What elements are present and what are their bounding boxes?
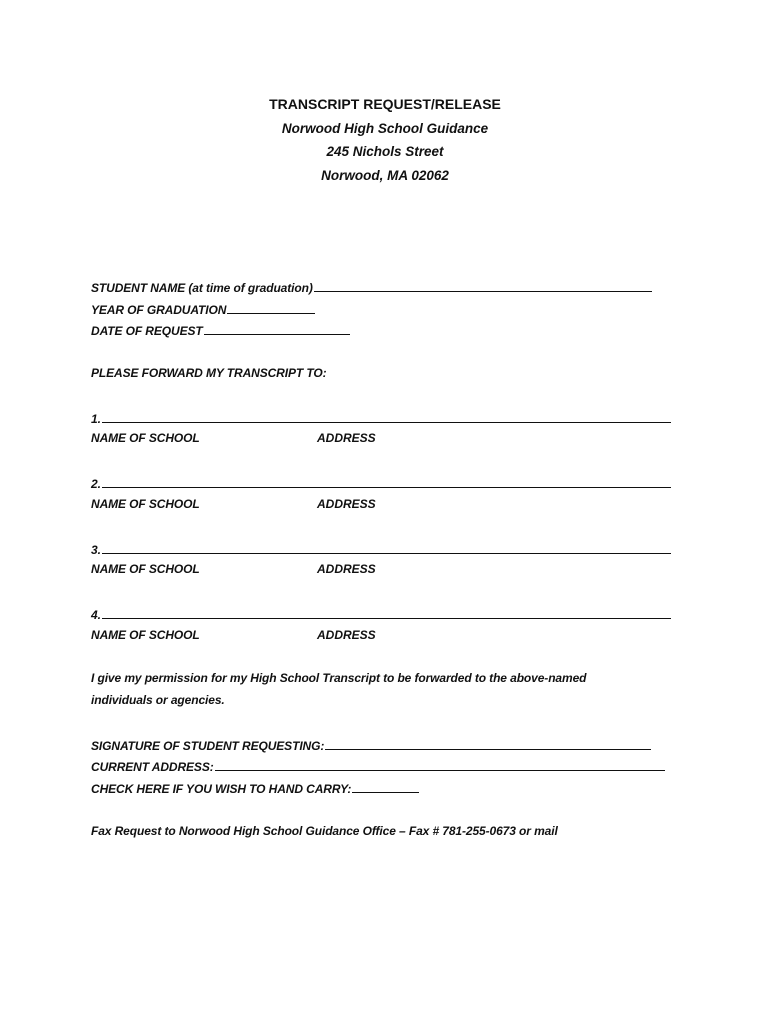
destination-4-row: [91, 606, 671, 622]
signature-row: [91, 737, 651, 753]
destination-3-row: [91, 541, 671, 557]
destination-2-school-label: NAME OF SCHOOL: [91, 497, 200, 511]
student-name-label: STUDENT NAME (at time of graduation): [91, 281, 313, 295]
permission-text-line-2: individuals or agencies.: [91, 693, 225, 707]
destination-4-address-label: ADDRESS: [317, 628, 376, 642]
forward-heading: PLEASE FORWARD MY TRANSCRIPT TO:: [91, 366, 327, 380]
form-title: TRANSCRIPT REQUEST/RELEASE: [269, 96, 501, 112]
current-address-label: CURRENT ADDRESS:: [91, 760, 214, 774]
destination-1-school-label: NAME OF SCHOOL: [91, 431, 200, 445]
current-address-field[interactable]: [215, 758, 665, 771]
graduation-year-label: YEAR OF GRADUATION: [91, 303, 227, 317]
destination-4-number: 4.: [91, 608, 101, 622]
destination-1-row: [91, 410, 671, 426]
graduation-year-row: [91, 301, 315, 317]
graduation-year-field[interactable]: [227, 301, 315, 314]
destination-2-field[interactable]: [102, 475, 671, 488]
destination-3-field[interactable]: [102, 541, 671, 554]
request-date-label: DATE OF REQUEST: [91, 324, 203, 338]
hand-carry-row: [91, 780, 419, 796]
signature-label: SIGNATURE OF STUDENT REQUESTING:: [91, 739, 325, 753]
destination-2-row: [91, 475, 671, 491]
hand-carry-label: CHECK HERE IF YOU WISH TO HAND CARRY:: [91, 782, 352, 796]
fax-instructions: Fax Request to Norwood High School Guidance Office – Fax # 781-255-0673 or mail: [91, 824, 558, 838]
destination-3-address-label: ADDRESS: [317, 562, 376, 576]
destination-4-school-label: NAME OF SCHOOL: [91, 628, 200, 642]
destination-2-address-label: ADDRESS: [317, 497, 376, 511]
current-address-row: [91, 758, 665, 774]
permission-text-line-1: I give my permission for my High School Transcript to be forwarded to the above-named: [91, 671, 587, 685]
school-street: 245 Nichols Street: [326, 144, 444, 159]
destination-3-school-label: NAME OF SCHOOL: [91, 562, 200, 576]
destination-1-address-label: ADDRESS: [317, 431, 376, 445]
signature-field[interactable]: [325, 737, 651, 750]
hand-carry-checkbox[interactable]: [352, 780, 419, 793]
request-date-row: [91, 322, 350, 338]
destination-3-number: 3.: [91, 543, 101, 557]
school-name: Norwood High School Guidance: [281, 121, 489, 136]
student-name-field[interactable]: [314, 279, 652, 292]
destination-4-field[interactable]: [102, 606, 671, 619]
student-name-row: [91, 279, 652, 295]
destination-2-number: 2.: [91, 477, 101, 491]
request-date-field[interactable]: [204, 322, 350, 335]
destination-1-field[interactable]: [102, 410, 671, 423]
destination-1-number: 1.: [91, 412, 101, 426]
school-city: Norwood, MA 02062: [321, 168, 449, 183]
